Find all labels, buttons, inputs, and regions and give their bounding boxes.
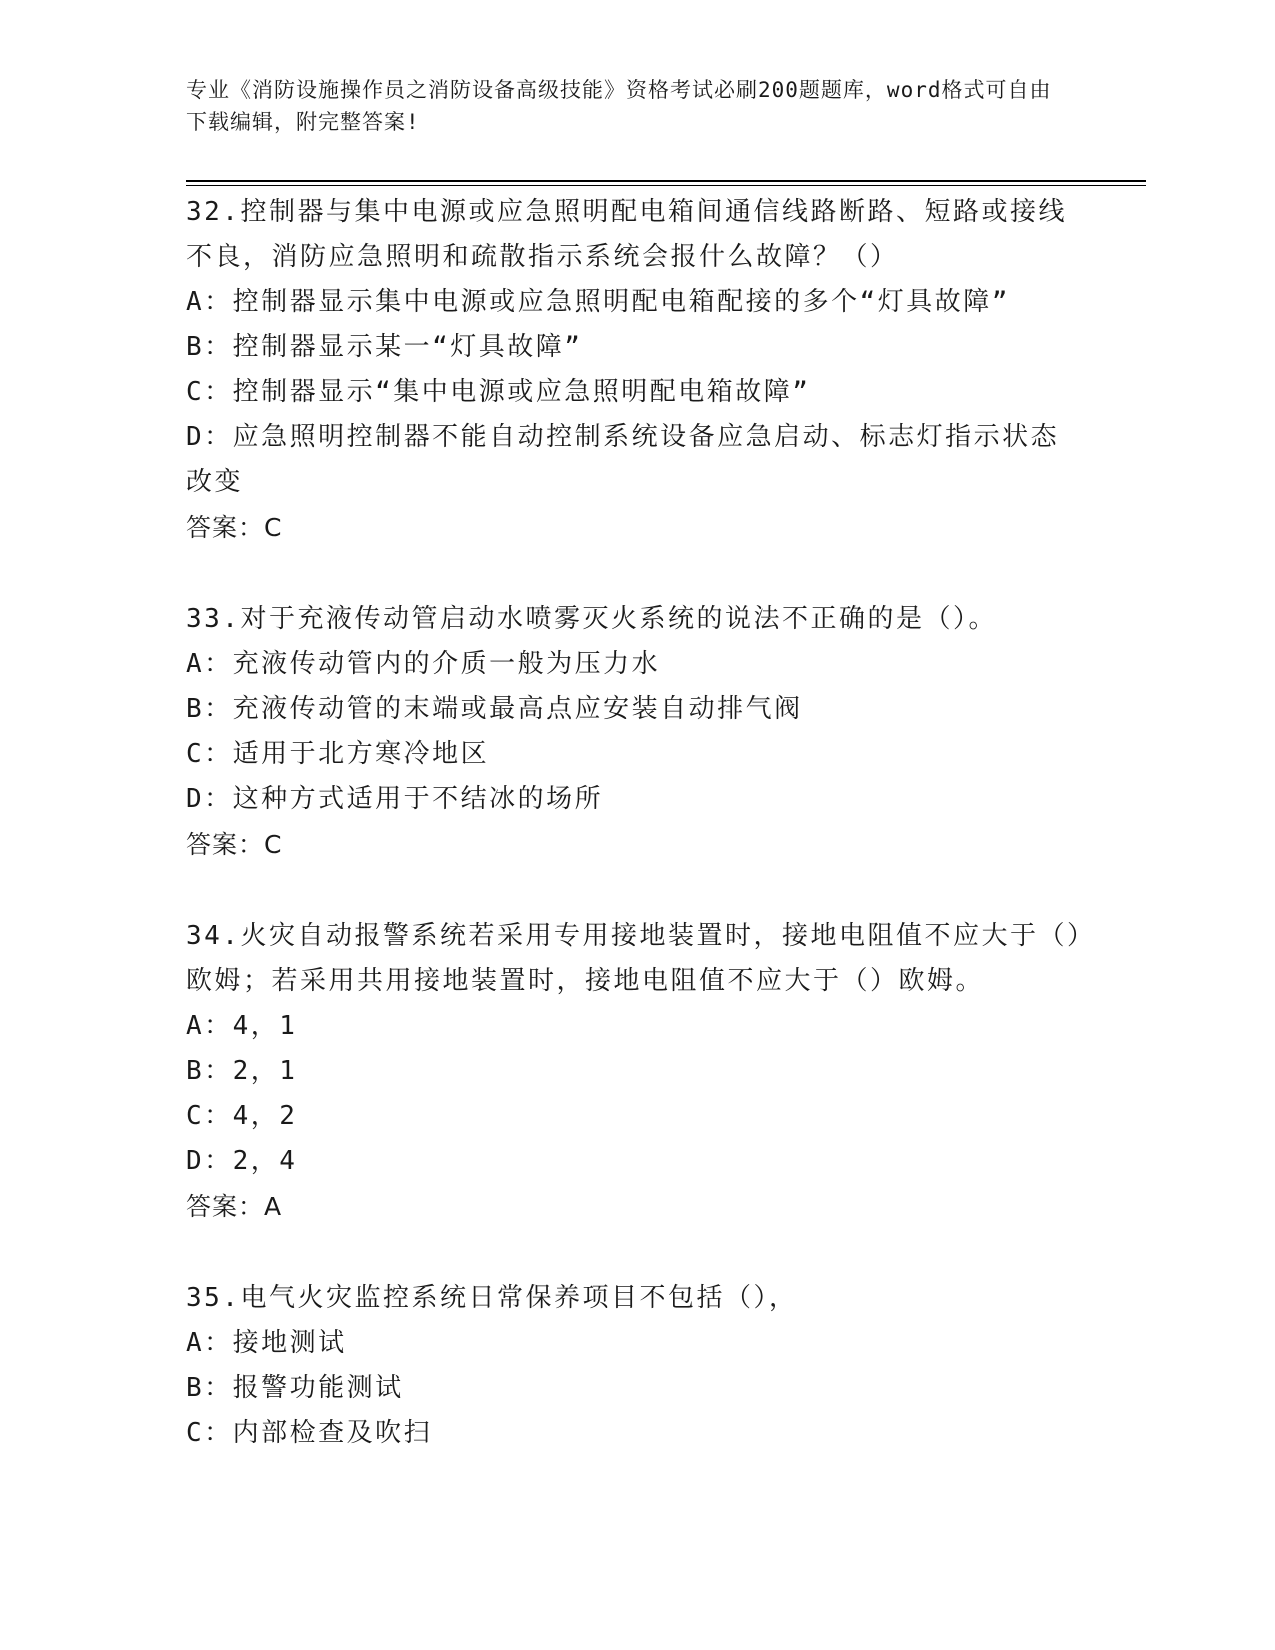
option-c: C：内部检查及吹扫: [186, 1418, 433, 1448]
header-rule-thick: [186, 180, 1146, 182]
answer: 答案：C: [186, 513, 283, 542]
option-c: C：控制器显示“集中电源或应急照明配电箱故障”: [186, 377, 811, 407]
option-a: A：4，1: [186, 1011, 298, 1041]
option-b: B：充液传动管的末端或最高点应安装自动排气阀: [186, 694, 803, 724]
question-text: 34.火灾自动报警系统若采用专用接地装置时，接地电阻值不应大于（）欧姆；若采用共用接地装置时，接地电阻值不应大于（）欧姆。: [186, 921, 1083, 996]
option-a: A：充液传动管内的介质一般为压力水: [186, 649, 661, 679]
option-b: B：报警功能测试: [186, 1373, 404, 1403]
option-a: A：接地测试: [186, 1328, 347, 1358]
option-c: C：4，2: [186, 1101, 298, 1131]
question-text: 35.电气火灾监控系统日常保养项目不包括（），: [186, 1283, 798, 1313]
option-d: D：应急照明控制器不能自动控制系统设备应急启动、标志灯指示状态改变: [186, 422, 1060, 497]
question-32: [186, 190, 1086, 550]
question-text: 33.对于充液传动管启动水喷雾灭火系统的说法不正确的是（）。: [186, 604, 997, 634]
answer: 答案：C: [186, 830, 283, 859]
option-d: D：这种方式适用于不结冰的场所: [186, 784, 604, 814]
option-c: C：适用于北方寒冷地区: [186, 739, 490, 769]
option-b: B：2，1: [186, 1056, 298, 1086]
question-35: [186, 1276, 1086, 1456]
answer: 答案：A: [186, 1192, 283, 1221]
document-header: 专业《消防设施操作员之消防设备高级技能》资格考试必刷200题题库，word格式可自由下载编辑，附完整答案!: [186, 78, 1052, 134]
option-b: B：控制器显示某一“灯具故障”: [186, 332, 583, 362]
question-list: [186, 190, 1086, 1503]
question-33: [186, 597, 1086, 867]
option-d: D：2，4: [186, 1146, 298, 1176]
question-34: [186, 914, 1086, 1229]
question-text: 32.控制器与集中电源或应急照明配电箱间通信线路断路、短路或接线不良，消防应急照明和疏散指示系统会报什么故障？（）: [186, 197, 1067, 272]
option-a: A：控制器显示集中电源或应急照明配电箱配接的多个“灯具故障”: [186, 287, 1010, 317]
header-rule-thin: [186, 185, 1146, 186]
